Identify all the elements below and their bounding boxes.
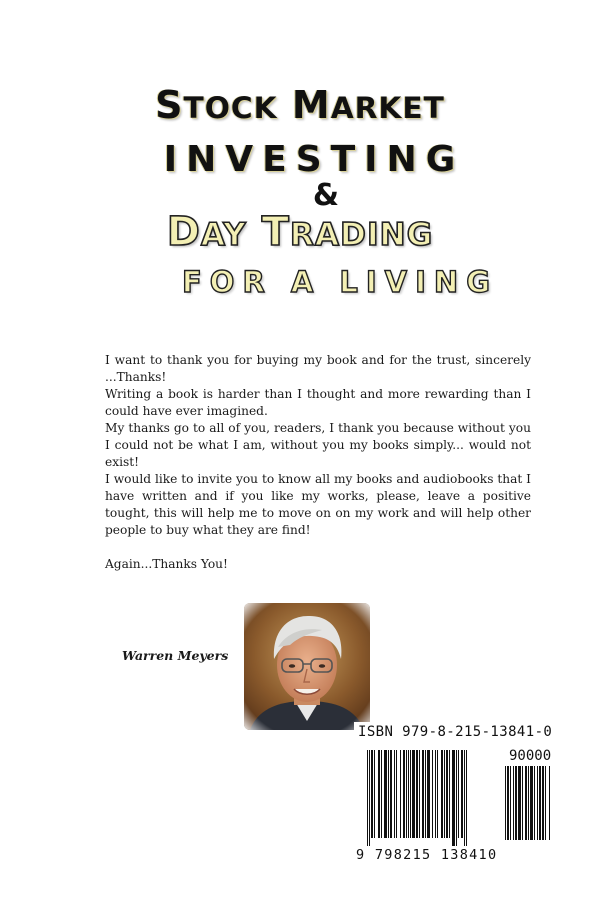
thank-you-text (105, 352, 531, 573)
barcode-bar (525, 766, 527, 840)
barcode-bar (528, 766, 529, 840)
title-word-part: ARKET (330, 90, 445, 125)
barcode-bar (425, 750, 426, 838)
barcode-bar (388, 750, 389, 838)
barcode-bar (464, 750, 465, 846)
title-line-for-a-living: FOR A LIVING (181, 265, 498, 299)
barcode-bar (419, 750, 420, 838)
barcode-bar (437, 750, 438, 838)
barcode-bar (422, 750, 424, 838)
barcode-bar (444, 750, 445, 838)
title-word-part: RADING (289, 217, 434, 253)
barcode-bar (416, 750, 418, 838)
barcode-bar (458, 750, 459, 838)
barcode-bar (371, 750, 373, 838)
barcode-bar (410, 750, 411, 838)
title-letter: T (261, 209, 290, 255)
barcode-bar (505, 766, 506, 840)
barcode-bar (549, 766, 550, 840)
barcode-bar (378, 750, 380, 838)
author-portrait-image (244, 603, 370, 730)
barcode-bar (435, 750, 436, 838)
barcode-bar (369, 750, 370, 846)
barcode-bar (539, 766, 541, 840)
barcode-bar (534, 766, 535, 840)
barcode-bar (412, 750, 415, 838)
barcode-bar (452, 750, 455, 846)
barcode-bar (403, 750, 405, 838)
barcode-bar (513, 766, 514, 840)
title-word-part: AY (200, 217, 247, 253)
ean-digits: 9 798215 138410 (356, 847, 498, 863)
isbn-label: ISBN 979-8-215-13841-0 (358, 724, 553, 740)
title-line-stock-market (0, 83, 600, 127)
barcode-bar (530, 766, 533, 840)
title-letter: M (291, 83, 331, 127)
barcode-bar (406, 750, 407, 838)
paragraph: Writing a book is harder than I thought and more rewarding than I could have ever imagined. (105, 387, 531, 418)
barcode-bar (427, 750, 430, 838)
paragraph-gap (105, 539, 531, 556)
title-letter: D (166, 209, 201, 255)
barcode-bar (522, 766, 523, 840)
title-word-part: TOCK (183, 90, 278, 125)
ean-barcode-bars (367, 750, 495, 846)
addon-barcode-bars (505, 766, 565, 846)
barcode-bar (384, 750, 387, 838)
author-name: Warren Meyers (122, 648, 229, 663)
barcode-bar (446, 750, 448, 838)
barcode-bar (537, 766, 538, 840)
barcode-bar (449, 750, 450, 838)
barcode-bar (507, 766, 509, 840)
barcode-bar (461, 750, 463, 838)
title-letter: S (155, 83, 184, 127)
barcode-bar (545, 766, 546, 840)
barcode-bar (441, 750, 443, 838)
barcode-bar (518, 766, 521, 840)
author-photo (244, 603, 370, 730)
paragraph: I would like to invite you to know all my books and audiobooks that I have written and if you like my works, please, leave a positive tought, this will help me to move on on my work and will help other people to buy what they are find! (105, 472, 531, 537)
barcode-bar (456, 750, 457, 846)
closing-line: Again...Thanks You! (105, 557, 228, 571)
barcode-bar (400, 750, 401, 838)
title-ampersand: & (312, 178, 340, 213)
title-line-day-trading (0, 209, 600, 255)
barcode-bar (466, 750, 467, 846)
barcode-bar (408, 750, 409, 838)
title-line-investing: INVESTING (163, 139, 465, 180)
barcode-bar (390, 750, 392, 838)
paragraph: My thanks go to all of you, readers, I thank you because without you I could not be what I am, without you my books simply... would not exist! (105, 421, 531, 469)
barcode-bar (515, 766, 517, 840)
paragraph: I want to thank you for buying my book and for the trust, sincerely ...Thanks! (105, 353, 531, 384)
barcode-bar (510, 766, 511, 840)
barcode-bar (367, 750, 368, 846)
price-code: 90000 (509, 748, 552, 764)
barcode-bar (396, 750, 397, 838)
barcode-bar (542, 766, 544, 840)
barcode-bar (374, 750, 375, 838)
barcode-bar (432, 750, 433, 838)
barcode-bar (381, 750, 382, 838)
barcode-bar (394, 750, 395, 838)
